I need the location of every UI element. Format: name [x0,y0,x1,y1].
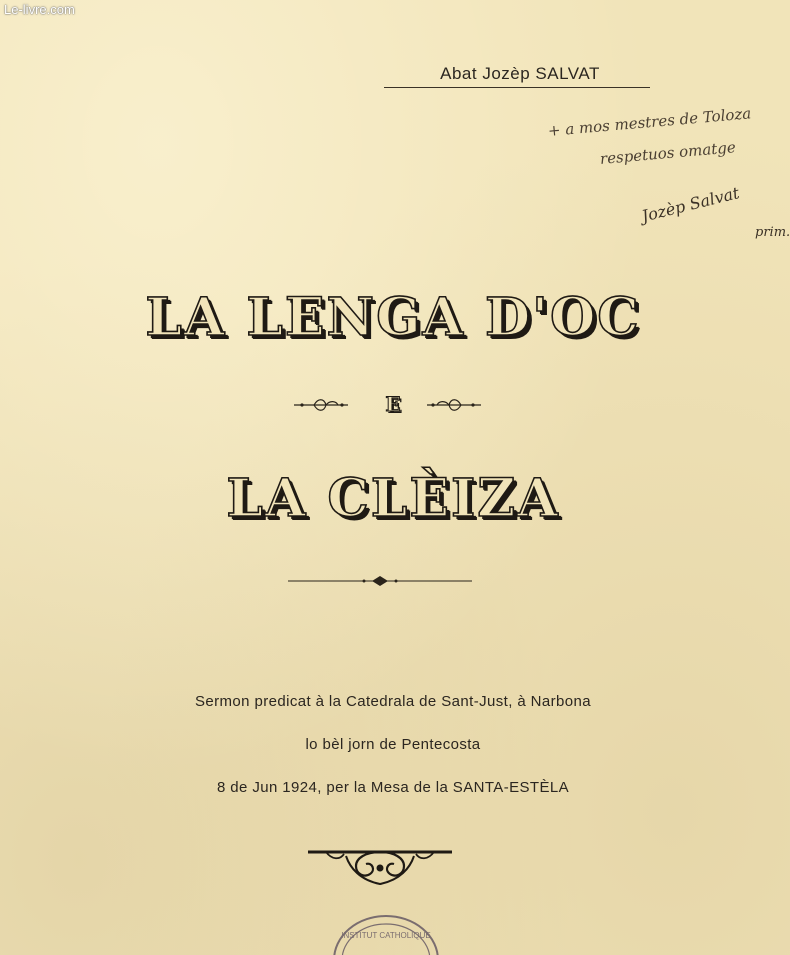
author-name: Abat Jozèp SALVAT [440,64,600,83]
scroll-vignette-ornament [306,846,454,888]
subtitle-line-1: Sermon predicat à la Catedrala de Sant-Just, à Narbona [195,693,591,710]
right-flourish-ornament [425,396,483,414]
title-line-1: LA LENGA D'OC [145,287,641,348]
title-conjunction: E [385,392,401,416]
title-line-2: LA CLÈIZA [226,468,560,529]
library-stamp [331,912,441,955]
signature-suffix: prim. [755,225,790,240]
author-underline [384,87,650,88]
handwritten-dedication-line-1: + a mos mestres de Toloza [547,104,752,140]
stamp-text: INSTITUT CATHOLIQUE [341,931,431,940]
watermark-text: Le-livre.com [4,2,75,17]
subtitle-line-2: lo bèl jorn de Pentecosta [305,736,481,753]
handwritten-signature: Jozèp Salvat [639,183,742,226]
subtitle-line-3: 8 de Jun 1924, per la Mesa de la SANTA-ESTÈLA [216,779,570,796]
handwritten-dedication-line-2: respetuos omatge [599,138,737,168]
divider-rule-ornament [288,574,472,588]
